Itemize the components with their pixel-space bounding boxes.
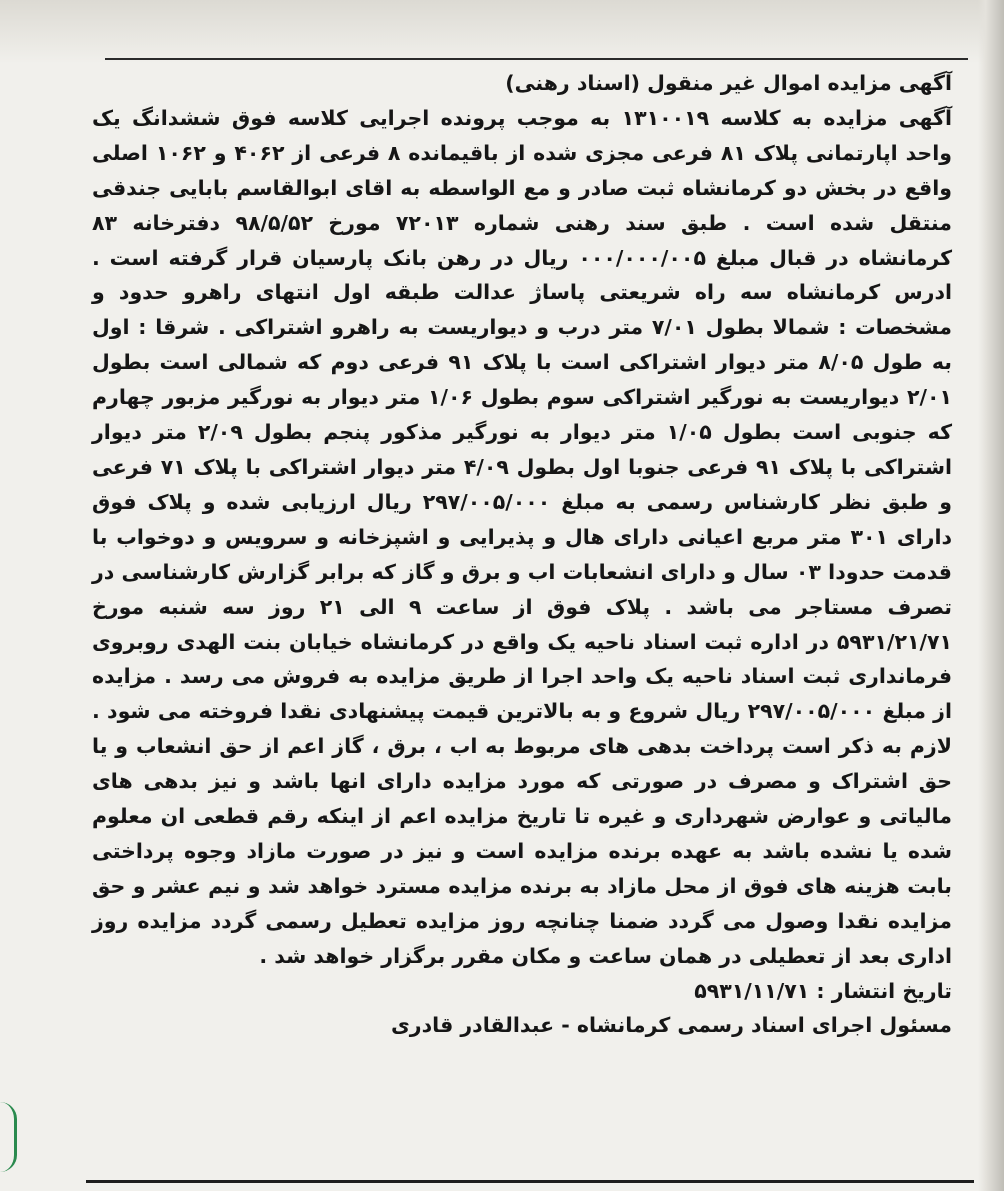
auction-notice (92, 66, 952, 1043)
notice-signature: مسئول اجرای اسناد رسمی کرمانشاه - عبدالقادر قادری (391, 1013, 952, 1038)
publication-date: تاریخ انتشار : ۵۹۳۱/۱۱/۷۱ (694, 978, 952, 1003)
green-pen-mark (0, 1102, 17, 1172)
notice-title: آگهی مزایده اموال غیر منقول (اسناد رهنی) (505, 71, 952, 95)
bottom-divider (86, 1180, 974, 1183)
top-divider (105, 58, 968, 60)
page-edge-shadow (978, 0, 1004, 1191)
notice-body: آگهی مزایده به کلاسه ۱۳۱۰۰۱۹ به موجب پرونده اجرایی کلاسه فوق ششدانگ یک واحد اپارتمانی پلاک ۸۱ فرعی مجزی شده از باقیمانده ۸ فرعی از ۴۰۶۲ و ۱۰۶۲ اصلی واقع در بخش دو کرمانشاه ثبت صادر و مع الواسطه به اقای ابوالقاسم بابایی جندقی منتقل شده است . طبق سند رهنی شماره ۷۲۰۱۳ مورخ ۹۸/۵/۵۲ دفترخانه ۸۳ کرمانشاه در قبال مبلغ ۰۰۰/۰۰۰/۰۰۵ ریال در رهن بانک پارسیان قرار گرفته است . ادرس کرمانشاه سه راه شریعتی پاساژ عدالت طبقه اول انتهای راهرو حدود و مشخصات : شمالا بطول ۷/۰۱ متر درب و دیواریست به راهرو اشتراکی . شرقا : اول به طول ۸/۰۵ متر دیوار اشتراکی است با پلاک ۹۱ فرعی دوم که شمالی است بطول ۲/۰۱ دیواریست به نورگیر اشتراکی سوم بطول ۱/۰۶ متر دیوار به نورگیر مزبور چهارم که جنوبی است بطول ۱/۰۵ متر دیوار به نورگیر مذکور پنجم بطول ۲/۰۹ متر دیوار اشتراکی با پلاک ۹۱ فرعی جنوبا اول بطول ۴/۰۹ متر دیوار اشتراکی با پلاک ۷۱ فرعی و طبق نظر کارشناس رسمی به مبلغ ۲۹۷/۰۰۵/۰۰۰ ریال ارزیابی شده و پلاک فوق دارای ۳۰۱ متر مربع اعیانی دارای هال و پذیرایی و اشپزخانه و سرویس و دوخواب با قدمت حدودا ۰۳ سال و دارای انشعابات اب و برق و گاز که برابر گزارش کارشناسی در تصرف مستاجر می باشد . پلاک فوق از ساعت ۹ الی ۲۱ روز سه شنبه مورخ ۵۹۳۱/۲۱/۷۱ در اداره ثبت اسناد ناحیه یک واقع در کرمانشاه خیابان بنت الهدی روبروی فرمانداری ثبت اسناد ناحیه یک واحد اجرا از طریق مزایده به فروش می رسد . مزایده از مبلغ ۲۹۷/۰۰۵/۰۰۰ ریال شروع و به بالاترین قیمت پیشنهادی نقدا فروخته می شود . لازم به ذکر است پرداخت بدهی های مربوط به اب ، برق ، گاز اعم از حق انشعاب و یا حق اشتراک و مصرف در صورتی که مورد مزایده دارای انها باشد و نیز بدهی های مالیاتی و عوارض شهرداری و غیره تا تاریخ مزایده اعم از اینکه رقم قطعی ان معلوم شده یا نشده باشد به عهده برنده مزایده است و نیز در صورت مازاد وجوه پرداختی بابت هزینه های فوق از محل مازاد به برنده مزایده مسترد خواهد شد و نیم عشر و حق مزایده نقدا وصول می گردد ضمنا چنانچه روز مزایده تعطیل رسمی گردد مزایده روز اداری بعد از تعطیلی در همان ساعت و مکان مقرر برگزار خواهد شد . (92, 105, 953, 968)
reverse-page-bleed (0, 0, 1004, 64)
